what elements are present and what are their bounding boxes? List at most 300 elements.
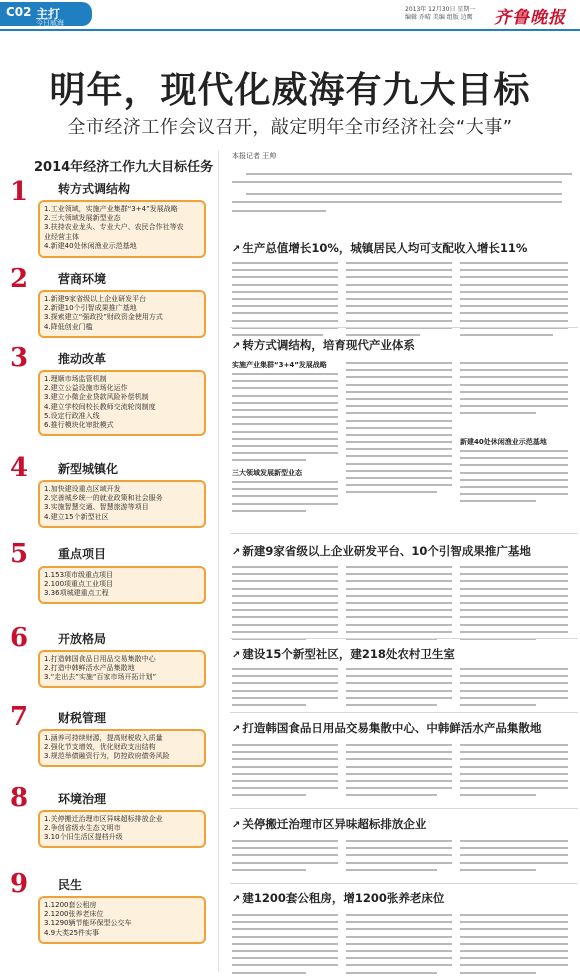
text-column <box>232 914 338 979</box>
body-text-line <box>460 305 568 307</box>
task-item: 1.关停搬迁治理市区异味超标排放企业 <box>44 815 163 823</box>
text-column <box>232 566 338 645</box>
task-box <box>38 650 206 688</box>
body-text-line <box>460 766 568 768</box>
task-item: 4.新建40处休闲渔业示范基地 <box>44 241 137 250</box>
body-text-line <box>232 964 338 966</box>
task-item: 2.争创省级水生态文明市 <box>44 824 121 833</box>
task-item: 1.153项市级重点项目 <box>44 571 114 579</box>
body-text-line <box>346 448 452 450</box>
text-column <box>232 744 338 802</box>
body-text-line <box>232 780 338 782</box>
task-item: 2.完善城乡统一的就业政策和社会服务 <box>44 494 163 503</box>
body-text-line <box>460 616 568 618</box>
body-text-line <box>346 588 452 590</box>
masthead-rule <box>0 29 580 31</box>
body-text-line <box>232 943 338 945</box>
task-item: 1.理顺市场监管机制 <box>44 375 107 383</box>
body-text-line <box>346 957 452 959</box>
task-number: 4 <box>10 453 29 483</box>
body-text-line <box>346 936 452 938</box>
body-text-line <box>346 704 437 706</box>
body-text-line <box>460 780 568 782</box>
task-item: 业经营主体 <box>44 232 79 241</box>
article-subheading: 三大领域发展新型业态 <box>232 469 302 477</box>
body-text-line <box>460 624 568 626</box>
body-text-line <box>346 602 452 604</box>
body-text-line <box>346 928 452 930</box>
body-text-line <box>232 416 338 418</box>
task-item: 4.降低创业门槛 <box>44 322 93 331</box>
article-section-title: 建1200套公租房，增1200张养老床位 <box>242 891 445 905</box>
body-text-line <box>460 936 568 938</box>
task-item: 1.1200套公租房 <box>44 901 97 909</box>
body-text-line <box>346 470 452 472</box>
body-text-line <box>232 181 562 183</box>
task-number: 3 <box>10 343 29 373</box>
body-text-line <box>232 751 338 753</box>
body-text-line <box>460 398 568 400</box>
body-text-line <box>232 773 338 775</box>
task-number: 1 <box>10 177 29 207</box>
body-text-line <box>346 787 452 789</box>
text-column <box>232 840 338 876</box>
body-text-line <box>460 950 568 952</box>
headline: 明年，现代化威海有九大目标 <box>49 70 531 111</box>
task-item: 2.新建10个引智成果推广基地 <box>44 304 137 313</box>
body-text-line <box>232 794 306 796</box>
body-text-line <box>346 298 452 300</box>
body-text-line <box>232 690 338 692</box>
dateline-date: 2013年 12月30日 星期一 <box>405 6 476 13</box>
body-text-line <box>460 914 568 916</box>
arrow-icon: ↗ <box>232 894 241 905</box>
article-section-title: 生产总值增长10%，城镇居民人均可支配收入增长11% <box>242 241 528 255</box>
body-text-line <box>232 312 338 314</box>
body-text-line <box>232 298 338 300</box>
article-subheading: 新建40处休闲渔业示范基地 <box>460 438 547 446</box>
body-text-line <box>460 943 568 945</box>
text-column <box>460 744 568 802</box>
body-text-line <box>460 704 536 706</box>
body-text-line <box>232 566 338 568</box>
body-text-line <box>232 616 338 618</box>
body-text-line <box>346 334 420 336</box>
section-separator <box>230 327 578 328</box>
body-text-line <box>460 320 568 322</box>
body-text-line <box>232 495 338 497</box>
body-text-line <box>460 794 536 796</box>
text-column <box>460 840 568 876</box>
task-item: 6.推行模块化审批模式 <box>44 421 114 430</box>
article-section-title: 建设15个新型社区，建218处农村卫生室 <box>242 647 455 661</box>
body-text-line <box>460 479 568 481</box>
body-text-line <box>346 758 452 760</box>
body-text-line <box>232 395 338 397</box>
body-text-line <box>460 697 568 699</box>
body-text-line <box>232 682 338 684</box>
body-text-line <box>346 697 452 699</box>
body-text-line <box>460 595 568 597</box>
task-item: 4.建立学校间校长教师交流轮岗制度 <box>44 402 156 411</box>
body-text-line <box>232 602 338 604</box>
body-text-line <box>346 869 437 871</box>
body-text-line <box>346 921 452 923</box>
body-text-line <box>232 704 306 706</box>
task-item: 1.工业领域，实施产业集群“3+4”发展战略 <box>44 205 178 213</box>
section-separator <box>230 533 578 534</box>
task-number: 6 <box>10 623 29 653</box>
body-text-line <box>232 744 338 746</box>
body-text-line <box>460 588 568 590</box>
body-text-line <box>460 854 568 856</box>
task-item: 2.强化节支增效，优化财政支出结构 <box>44 743 156 752</box>
task-box <box>38 370 206 436</box>
body-text-line <box>460 675 568 677</box>
body-text-line <box>232 624 338 626</box>
article-section-heading <box>232 890 444 906</box>
text-column <box>346 744 452 802</box>
task-box <box>38 896 206 944</box>
article-section-heading <box>232 337 415 353</box>
body-text-line <box>460 602 568 604</box>
body-text-line <box>346 668 452 670</box>
body-text-line <box>346 484 452 486</box>
article-section-heading <box>232 816 426 832</box>
body-text-line <box>460 312 568 314</box>
task-item: 4.建立15个新型社区 <box>44 512 109 521</box>
text-column <box>460 566 568 645</box>
body-text-line <box>460 928 568 930</box>
body-text-line <box>460 787 568 789</box>
text-column <box>460 450 568 508</box>
body-text-line <box>232 580 338 582</box>
body-text-line <box>346 950 452 952</box>
body-text-line <box>460 751 568 753</box>
body-text-line <box>346 320 452 322</box>
body-text-line <box>460 464 568 466</box>
arrow-icon: ↗ <box>232 724 241 735</box>
body-text-line <box>460 744 568 746</box>
task-item: 2.1200张养老床位 <box>44 910 104 919</box>
text-column <box>346 840 452 876</box>
text-column <box>346 262 452 341</box>
task-box <box>38 810 206 848</box>
body-text-line <box>460 566 568 568</box>
task-item: 3.规范举债融资行为，防控政府债务风险 <box>44 752 170 761</box>
task-item: 3.36项城建重点工程 <box>44 589 109 598</box>
body-text-line <box>232 609 338 611</box>
text-column <box>346 566 452 645</box>
body-text-line <box>460 284 568 286</box>
body-text-line <box>346 434 452 436</box>
tasks-title: 2014年经济工作九大目标任务 <box>34 160 214 175</box>
body-text-line <box>232 631 338 633</box>
body-text-line <box>460 334 553 336</box>
body-text-line <box>346 420 452 422</box>
body-text-line <box>460 869 536 871</box>
body-text-line <box>460 405 568 407</box>
body-text-line <box>232 305 338 307</box>
body-text-line <box>232 595 338 597</box>
body-text-line <box>460 847 568 849</box>
body-text-line <box>232 573 338 575</box>
body-text-line <box>460 369 568 371</box>
task-title: 民生 <box>58 878 83 892</box>
body-text-line <box>346 477 452 479</box>
body-text-line <box>232 914 338 916</box>
text-column <box>232 262 338 341</box>
body-text-line <box>232 936 338 938</box>
body-text-line <box>346 624 452 626</box>
body-text-line <box>346 269 452 271</box>
body-text-line <box>232 431 338 433</box>
body-text-line <box>460 758 568 760</box>
dateline-editors: 编辑 乔晴 美编 组版 边鹰 <box>405 14 473 21</box>
section-separator <box>230 638 578 639</box>
body-text-line <box>460 412 536 414</box>
body-text-line <box>346 840 452 842</box>
body-text-line <box>346 362 452 364</box>
body-text-line <box>232 284 338 286</box>
task-title: 营商环境 <box>58 272 107 286</box>
task-item: 2.打造中韩鲜活水产品集散地 <box>44 664 135 673</box>
body-text-line <box>232 588 338 590</box>
task-item: 4.9大类25件实事 <box>44 928 100 937</box>
body-text-line <box>460 580 568 582</box>
body-text-line <box>460 362 568 364</box>
body-text-line <box>232 921 338 923</box>
body-text-line <box>346 573 452 575</box>
body-text-line <box>232 262 338 264</box>
task-title: 新型城镇化 <box>58 462 119 476</box>
body-text-line <box>246 193 562 195</box>
article-section-title: 关停搬迁治理市区异味超标排放企业 <box>242 817 427 831</box>
body-text-line <box>346 455 452 457</box>
task-title: 重点项目 <box>58 547 107 561</box>
article-section-heading <box>232 543 531 559</box>
body-text-line <box>346 427 452 429</box>
article-section-heading <box>232 240 527 256</box>
body-text-line <box>460 298 568 300</box>
body-text-line <box>346 376 452 378</box>
section-tab <box>0 2 92 26</box>
body-text-line <box>460 457 568 459</box>
section-separator <box>230 883 578 884</box>
body-text-line <box>346 369 452 371</box>
body-text-line <box>346 491 437 493</box>
subheadline: 全市经济工作会议召开，敲定明年全市经济社会“大事” <box>67 117 513 138</box>
body-text-line <box>460 773 568 775</box>
body-text-line <box>346 441 452 443</box>
body-text-line <box>346 595 452 597</box>
body-text-line <box>346 675 452 677</box>
body-text-line <box>232 409 338 411</box>
article-section-title: 转方式调结构，培育现代产业体系 <box>242 338 415 352</box>
body-text-line <box>232 445 338 447</box>
body-text-line <box>346 284 452 286</box>
body-text-line <box>232 201 562 203</box>
task-number: 8 <box>10 783 29 813</box>
body-text-line <box>232 928 338 930</box>
body-text-line <box>460 972 536 974</box>
article-section-heading <box>232 720 541 736</box>
body-text-line <box>232 758 338 760</box>
task-item: 1.新建9家省级以上企业研发平台 <box>44 295 147 303</box>
body-text-line <box>232 847 338 849</box>
task-box <box>38 480 206 528</box>
body-text-line <box>232 957 338 959</box>
dateline <box>405 6 475 22</box>
body-text-line <box>232 269 338 271</box>
task-item: 2.建立公益设施市场化运作 <box>44 384 128 393</box>
text-column <box>232 373 338 466</box>
body-text-line <box>232 291 338 293</box>
arrow-icon: ↗ <box>232 650 241 661</box>
body-text-line <box>460 450 568 452</box>
article-subheading: 实施产业集群“3+4”发展战略 <box>232 361 327 369</box>
body-text-line <box>346 862 452 864</box>
task-title: 开放格局 <box>58 632 107 646</box>
body-text-line <box>346 463 452 465</box>
body-text-line <box>232 787 338 789</box>
body-text-line <box>346 391 452 393</box>
section-subtitle: 今日威海 <box>36 19 64 27</box>
body-text-line <box>460 957 568 959</box>
article-section-heading <box>232 646 455 662</box>
body-text-line <box>232 402 338 404</box>
column-divider <box>218 150 219 972</box>
body-text-line <box>346 398 452 400</box>
task-number: 5 <box>10 539 29 569</box>
task-item: 2.100项重点工业项目 <box>44 580 114 589</box>
task-title: 推动改革 <box>58 352 107 366</box>
section-name: 主打 <box>36 7 61 21</box>
task-title: 转方式调结构 <box>58 182 131 196</box>
section-separator <box>230 808 578 809</box>
text-column <box>460 668 568 711</box>
body-text-line <box>346 631 452 633</box>
body-text-line <box>232 950 338 952</box>
body-text-line <box>460 276 568 278</box>
body-text-line <box>232 210 326 212</box>
body-text-line <box>460 291 568 293</box>
task-box <box>38 200 206 258</box>
body-text-line <box>232 862 338 864</box>
body-text-line <box>232 387 338 389</box>
body-text-line <box>232 452 338 454</box>
arrow-icon: ↗ <box>232 547 241 558</box>
body-text-line <box>232 668 338 670</box>
body-text-line <box>346 384 452 386</box>
body-text-line <box>346 854 452 856</box>
body-text-line <box>460 472 568 474</box>
task-box <box>38 566 206 604</box>
body-text-line <box>346 580 452 582</box>
arrow-icon: ↗ <box>232 244 241 255</box>
body-text-line <box>232 854 338 856</box>
body-text-line <box>346 964 452 966</box>
body-text-line <box>246 173 572 175</box>
article-section-title: 新建9家省级以上企业研发平台、10个引智成果推广基地 <box>242 544 531 558</box>
body-text-line <box>346 566 452 568</box>
task-item: 3.1290辆节能环保型公交车 <box>44 919 132 928</box>
task-item: 1.打造韩国食品日用品交易集散中心 <box>44 655 156 663</box>
body-text-line <box>232 675 338 677</box>
body-text-line <box>346 943 452 945</box>
body-text-line <box>460 668 568 670</box>
text-column <box>346 914 452 979</box>
paper-logo: 齐鲁晚报 <box>494 8 566 28</box>
body-text-line <box>232 869 306 871</box>
body-text-line <box>460 391 568 393</box>
body-text-line <box>232 488 338 490</box>
body-text-line <box>460 964 568 966</box>
task-number: 9 <box>10 869 29 899</box>
body-text-line <box>346 751 452 753</box>
text-column <box>346 362 452 499</box>
body-text-line <box>346 291 452 293</box>
body-text-line <box>460 486 568 488</box>
body-text-line <box>460 262 568 264</box>
task-item: 3.10个旧生活区提档升级 <box>44 833 123 842</box>
body-text-line <box>232 459 306 461</box>
body-text-line <box>460 840 568 842</box>
task-title: 财税管理 <box>58 711 107 725</box>
masthead <box>0 0 580 30</box>
body-text-line <box>232 503 338 505</box>
text-column <box>460 262 568 341</box>
text-column <box>460 362 568 420</box>
body-text-line <box>346 405 452 407</box>
task-item: 3.实施智慧交通、智慧旅游等项目 <box>44 503 149 512</box>
body-text-line <box>232 373 338 375</box>
task-number: 7 <box>10 702 29 732</box>
task-item: 3.扶持农业龙头、专业大户、农民合作社等农 <box>44 223 184 232</box>
body-text-line <box>232 510 306 512</box>
body-text-line <box>232 276 338 278</box>
body-text-line <box>460 493 568 495</box>
body-text-line <box>232 840 338 842</box>
body-text-line <box>232 972 306 974</box>
body-text-line <box>346 412 452 414</box>
text-column <box>232 668 338 711</box>
body-text-line <box>232 334 323 336</box>
body-text-line <box>346 744 452 746</box>
task-number: 2 <box>10 264 29 294</box>
arrow-icon: ↗ <box>232 341 241 352</box>
task-item: 1.涵养可持续财源，提高财税收入质量 <box>44 734 163 742</box>
body-text-line <box>346 914 452 916</box>
body-text-line <box>346 312 452 314</box>
byline: 本报记者 王帅 <box>232 152 277 160</box>
body-text-line <box>460 609 568 611</box>
task-item: 3.探索建立“强政投”财政资金使用方式 <box>44 313 163 322</box>
article-section-title: 打造韩国食品日用品交易集散中心、中韩鲜活水产品集散地 <box>242 721 542 735</box>
text-column <box>232 481 338 517</box>
body-text-line <box>346 847 452 849</box>
text-column <box>346 668 452 711</box>
body-text-line <box>346 794 437 796</box>
body-text-line <box>346 276 452 278</box>
body-text-line <box>232 766 338 768</box>
section-separator <box>230 712 578 713</box>
task-box <box>38 729 206 767</box>
body-text-line <box>346 305 452 307</box>
body-text-line <box>346 682 452 684</box>
task-title: 环境治理 <box>58 792 107 806</box>
page-code: C02 <box>6 5 32 19</box>
